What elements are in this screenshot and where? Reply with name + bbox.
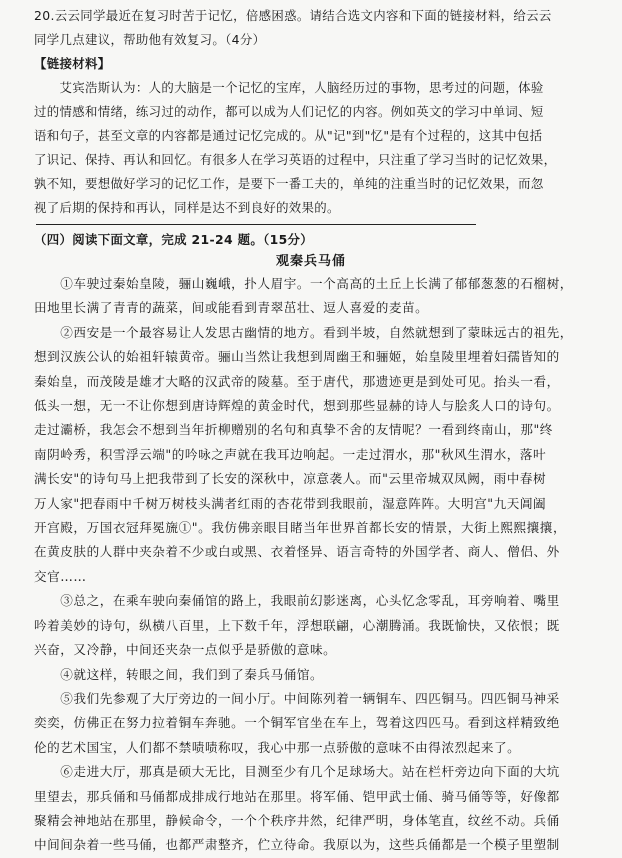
passage-line: ③总之，在乘车驶向秦俑馆的路上，我眼前幻影迷离，心头忆念零乱，耳旁响着、嘴里 [34,593,560,609]
passage-line: 兴奋，又冷静，中间还夹杂一点似乎是骄傲的意味。 [34,642,337,658]
passage-line: 在黄皮肤的人群中夹杂着不少或白或黑、衣着怪异、语言奇特的外国学者、商人、僧侣、外 [34,544,560,560]
passage-line: ④就这样，转眼之间，我们到了秦兵马俑馆。 [34,666,324,682]
passage-line: 里望去，那兵俑和马俑都成排成行地站在那里。将军俑、铠甲武士俑、骑马俑等等，好像都 [34,788,560,804]
passage-line: 走过灞桥，我怎会不想到当年折柳赠别的名句和真挚不舍的友情呢？一看到终南山，那"终 [34,422,553,438]
link-material-line: 孰不知，要想做好学习的记忆工作，是要下一番工夫的，单纯的注重当时的记忆效果，而忽 [34,176,544,191]
passage-line: 满长安"的诗句马上把我带到了长安的深秋中，凉意袭人。而"云里帝城双凤阙，雨中春树 [34,471,547,487]
passage-line: 开宫殿，万国衣冠拜冕旒①"。我仿佛亲眼目睹当年世界首都长安的情景，大街上熙熙攘攘， [34,520,567,536]
article-passage [34,272,590,858]
passage-line: 万人家"把春雨中千树万树枝头满者红雨的杏花带到我眼前，湿意阵阵。大明宫"九天阊阖 [34,495,547,511]
link-material-line: 了识记、保持、再认和回忆。有很多人在学习英语的过程中，只注重了学习当时的记忆效果， [34,152,557,167]
question-20-line: 20.云云同学最近在复习时苦于记忆，倍感困惑。请结合选文内容和下面的链接材料，给云云 [34,8,552,23]
link-material [34,52,590,220]
link-material-line: 视了后期的保持和再认，同样是达不到良好的效果的。 [34,200,340,215]
link-material-line: 过的情感和情绪，练习过的动作，都可以成为人们记忆的内容。例如英文的学习中单词、短 [34,104,544,119]
passage-line: ⑤我们先参观了大厅旁边的一间小厅。中间陈列着一辆铜车、四匹铜马。四匹铜马神采 [34,690,560,706]
passage-line: ①车驶过秦始皇陵，骊山巍峨，扑人眉宇。一个高高的土丘上长满了郁郁葱葱的石榴树， [34,276,573,291]
question-20 [34,4,590,52]
passage-line: 交官…… [34,568,87,584]
passage-line: 田地里长满了青青的蔬菜，间或能看到青翠茁壮、逗人喜爱的麦苗。 [34,300,429,316]
section-heading: （四）阅读下面文章，完成 21-24 题。（15分） [34,232,314,247]
question-20-line: 同学几点建议，帮助他有效复习。（4分） [34,32,266,47]
section-divider [36,224,476,225]
passage-line: 奕奕，仿佛正在努力拉着铜车奔驰。一个铜军官坐在车上，驾着这四匹马。看到这样精致绝 [34,715,560,731]
passage-line: 聚精会神地站在那里，静候命令，一个个秩序井然，纪律严明，身体笔直，纹丝不动。兵俑 [34,812,560,828]
passage-line: ⑥走进大厅，那真是硕大无比，目测至少有几个足球场大。站在栏杆旁边向下面的大坑 [34,764,560,780]
passage-line: 南阴岭秀，积雪浮云端"的吟咏之声就在我耳边响起。一走过渭水，那"秋风生渭水，落叶 [34,446,547,462]
passage-line: 秦始皇，而茂陵是雄才大略的汉武帝的陵墓。至于唐代，那遗迹更是到处可见。抬头一看， [34,373,560,389]
passage-line: ②西安是一个最容易让人发思古幽情的地方。看到半坡，自然就想到了蒙昧远古的祖先， [34,324,573,340]
passage-line: 低头一想，无一不让你想到唐诗辉煌的黄金时代，想到那些显赫的诗人与脍炙人口的诗句。 [34,398,560,414]
section-heading-block [34,228,590,252]
link-material-line: 语和句子，甚至文章的内容都是通过记忆完成的。从"记"到"忆"是有个过程的，这其中包括 [34,128,543,143]
article-title: 观秦兵马俑 [275,254,346,269]
link-material-heading: 【链接材料】 [34,56,111,71]
passage-line: 想到汉族公认的始祖轩辕黄帝。骊山当然让我想到周幽王和骊姬，始皇陵里埋着妇孺皆知的 [34,349,560,365]
link-material-line: 艾宾浩斯认为：人的大脑是一个记忆的宝库，人脑经历过的事物，思考过的问题，体验 [34,80,544,95]
passage-line: 吟着美妙的诗句，纵横八百里，上下数千年，浮想联翩，心潮腾涌。我既愉快，又依恨；既 [34,617,560,633]
passage-line: 中间间杂着一些马俑，也都严肃整齐，伫立待命。我原以为，这些兵俑都是一个模子里塑制 [34,837,560,853]
passage-line: 伦的艺术国宝，人们都不禁啧啧称叹，我心中那一点骄傲的意味不由得浓烈起来了。 [34,739,521,755]
